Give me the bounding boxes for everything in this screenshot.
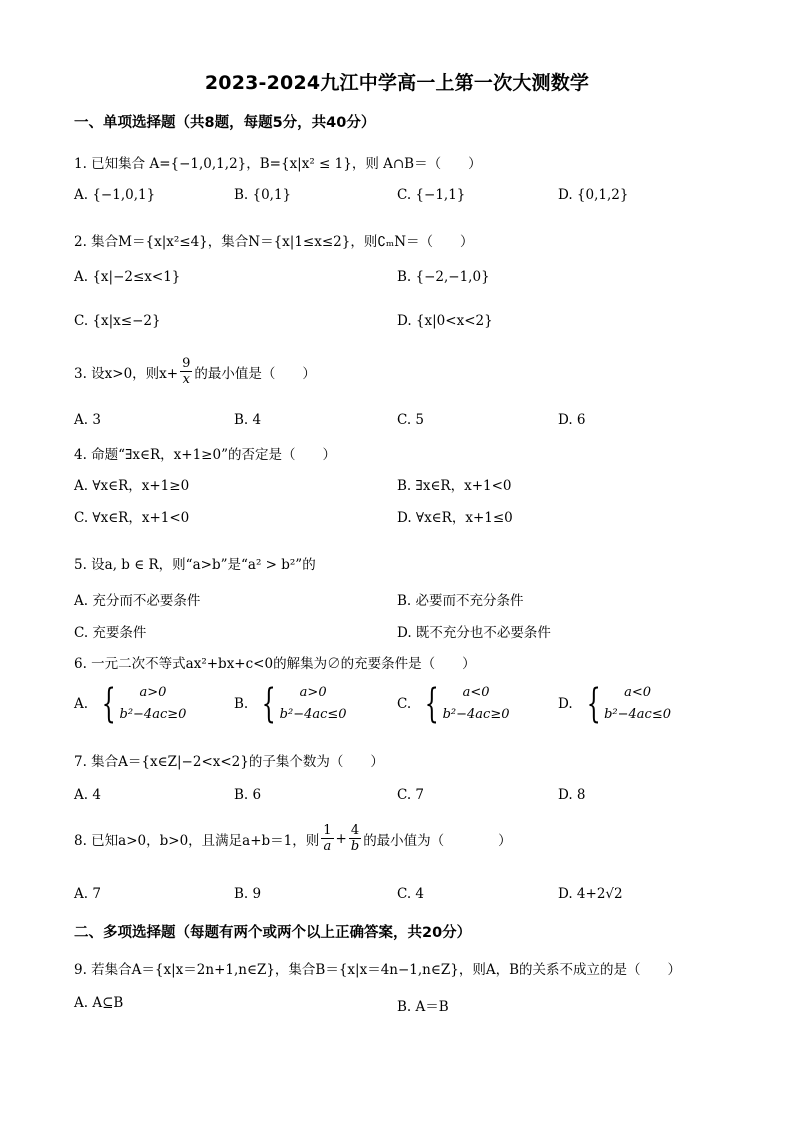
- page-title: 2023-2024九江中学高一上第一次大测数学: [204, 72, 590, 94]
- equation-system: [581, 682, 671, 726]
- option-label: A.: [74, 696, 89, 712]
- question-4-stem: 4. 命题“∃x∈R，x+1≥0”的否定是（ ）: [74, 447, 336, 463]
- plus-sign: +: [335, 830, 347, 847]
- question-6-option-c[interactable]: [397, 682, 510, 726]
- system-top: a<0: [462, 685, 490, 700]
- question-7-option-a[interactable]: A. 4: [74, 787, 101, 803]
- question-8-fraction-2: [349, 823, 361, 854]
- fraction-denominator: a: [323, 839, 332, 854]
- question-4-option-d[interactable]: D. ∀x∈R，x+1≤0: [397, 510, 513, 526]
- left-brace-icon: {: [101, 681, 116, 727]
- equation-system: [96, 682, 186, 726]
- question-2-stem: 2. 集合M＝{x|x²≤4}，集合N＝{x|1≤x≤2}，则∁ₘN＝（ ）: [74, 234, 474, 250]
- question-9-stem: 9. 若集合A＝{x|x＝2n+1,n∈Z}，集合B＝{x|x＝4n−1,n∈Z}，则A，B的关系不成立的是（ ）: [74, 962, 682, 978]
- left-brace-icon: {: [586, 681, 601, 727]
- question-6-option-a[interactable]: [74, 682, 186, 726]
- question-8-option-b[interactable]: B. 9: [234, 886, 262, 902]
- question-3-option-b[interactable]: B. 4: [234, 412, 262, 428]
- question-3-fraction: [180, 356, 192, 387]
- question-4-option-b[interactable]: B. ∃x∈R，x+1<0: [397, 478, 512, 494]
- question-8-option-d[interactable]: D. 4+2√2: [558, 886, 623, 902]
- question-3-post: 的最小值是（ ）: [194, 365, 316, 382]
- system-top: a>0: [299, 685, 327, 700]
- question-8-pre: 8. 已知a>0，b>0，且满足a+b＝1，则: [74, 832, 320, 849]
- section-single-choice: 一、单项选择题（共8题，每题5分，共40分）: [74, 115, 376, 131]
- system-bottom: b²−4ac≥0: [119, 707, 187, 722]
- system-top: a<0: [624, 685, 652, 700]
- question-4-option-a[interactable]: A. ∀x∈R，x+1≥0: [74, 478, 190, 494]
- question-7-option-d[interactable]: D. 8: [558, 787, 586, 803]
- option-label: C.: [397, 696, 412, 712]
- system-bottom: b²−4ac≥0: [442, 707, 510, 722]
- question-5-option-d[interactable]: D. 既不充分也不必要条件: [397, 625, 551, 641]
- question-1-option-b[interactable]: B. {0,1}: [234, 187, 292, 203]
- question-1-option-c[interactable]: C. {−1,1}: [397, 187, 466, 203]
- section-multiple-choice: 二、多项选择题（每题有两个或两个以上正确答案，共20分）: [74, 925, 472, 941]
- left-brace-icon: {: [424, 681, 439, 727]
- question-3-option-c[interactable]: C. 5: [397, 412, 425, 428]
- question-8-stem: [74, 823, 512, 854]
- question-7-stem: 7. 集合A＝{x∈Z|−2<x<2}的子集个数为（ ）: [74, 754, 384, 770]
- equation-system: [419, 682, 509, 726]
- system-bottom: b²−4ac≤0: [604, 707, 671, 722]
- question-3-option-d[interactable]: D. 6: [558, 412, 586, 428]
- question-4-option-c[interactable]: C. ∀x∈R，x+1<0: [74, 510, 190, 526]
- question-7-option-b[interactable]: B. 6: [234, 787, 262, 803]
- question-6-option-b[interactable]: [234, 682, 347, 726]
- question-2-option-a[interactable]: A. {x|−2≤x<1}: [74, 269, 181, 285]
- question-3-option-a[interactable]: A. 3: [74, 412, 101, 428]
- question-8-option-c[interactable]: C. 4: [397, 886, 425, 902]
- question-7-option-c[interactable]: C. 7: [397, 787, 425, 803]
- option-label: D.: [558, 696, 573, 712]
- equation-system: [256, 682, 346, 726]
- question-2-option-c[interactable]: C. {x|x≤−2}: [74, 313, 161, 329]
- question-5-stem: 5. 设a, b ∈ R，则“a>b”是“a² > b²”的: [74, 557, 316, 573]
- system-bottom: b²−4ac≤0: [279, 707, 347, 722]
- fraction-numerator: 1: [323, 823, 332, 838]
- question-8-option-a[interactable]: A. 7: [74, 886, 101, 902]
- fraction-numerator: 4: [350, 823, 360, 838]
- question-9-option-a[interactable]: A. A⊆B: [74, 995, 124, 1011]
- question-5-option-c[interactable]: C. 充要条件: [74, 625, 147, 641]
- question-2-option-d[interactable]: D. {x|0<x<2}: [397, 313, 493, 329]
- fraction-denominator: x: [182, 372, 190, 387]
- question-1-option-a[interactable]: A. {−1,0,1}: [74, 187, 156, 203]
- question-5-option-a[interactable]: A. 充分而不必要条件: [74, 593, 201, 609]
- option-label: B.: [234, 696, 249, 712]
- question-6-option-d[interactable]: [558, 682, 671, 726]
- question-8-post: 的最小值为（ ）: [363, 832, 512, 849]
- question-3-stem: [74, 356, 316, 387]
- question-9-option-b[interactable]: B. A＝B: [397, 999, 449, 1015]
- fraction-numerator: 9: [182, 356, 191, 371]
- question-5-option-b[interactable]: B. 必要而不充分条件: [397, 593, 524, 609]
- fraction-denominator: b: [350, 839, 360, 854]
- question-3-pre: 3. 设x>0，则x+: [74, 365, 179, 382]
- question-2-option-b[interactable]: B. {−2,−1,0}: [397, 269, 490, 285]
- question-6-stem: 6. 一元二次不等式ax²+bx+c<0的解集为∅的充要条件是（ ）: [74, 656, 476, 672]
- system-top: a>0: [139, 685, 167, 700]
- left-brace-icon: {: [261, 681, 276, 727]
- question-1-stem: 1. 已知集合 A={−1,0,1,2}，B={x|x² ≤ 1}，则 A∩B＝（ ）: [74, 156, 482, 172]
- question-8-fraction-1: [321, 823, 333, 854]
- question-1-option-d[interactable]: D. {0,1,2}: [558, 187, 629, 203]
